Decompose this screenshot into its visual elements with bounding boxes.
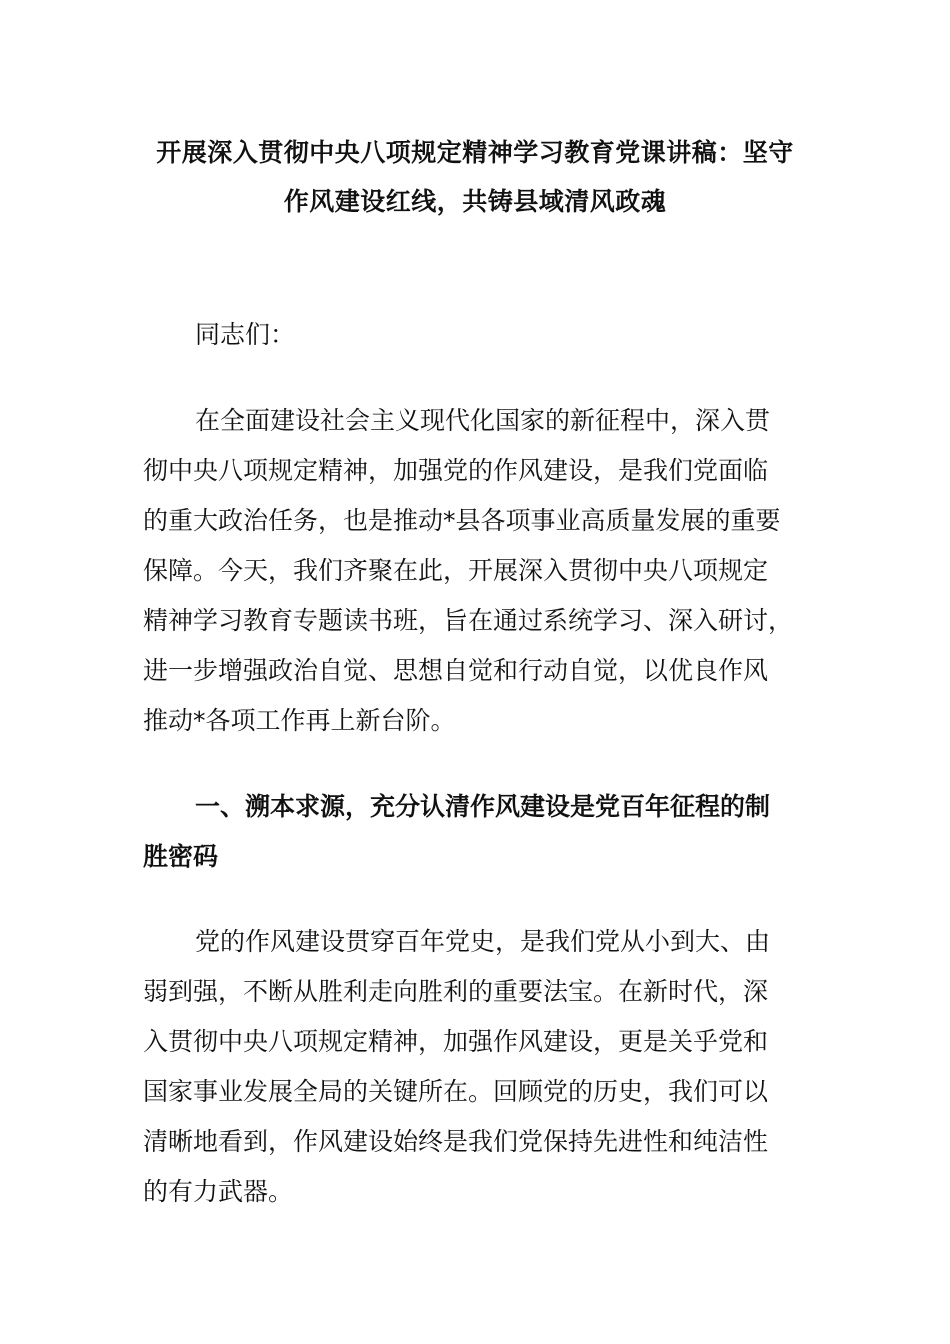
greeting [195, 310, 860, 360]
paragraph-line: 推动*各项工作再上新台阶。 [143, 706, 456, 735]
paragraph-2 [143, 917, 808, 1217]
paragraph-line: 在全面建设社会主义现代化国家的新征程中，深入贯 [195, 406, 771, 435]
paragraph-line: 彻中央八项规定精神，加强党的作风建设，是我们党面临 [143, 456, 769, 485]
title-line: 开展深入贯彻中央八项规定精神学习教育党课讲稿：坚守 [156, 138, 794, 167]
paragraph-line: 国家事业发展全局的关键所在。回顾党的历史，我们可以 [143, 1077, 769, 1106]
paragraph-line: 进一步增强政治自觉、思想自觉和行动自觉，以优良作风 [143, 656, 769, 685]
section-heading-1 [143, 782, 808, 882]
paragraph-1 [143, 396, 808, 746]
greeting-text: 同志们： [195, 320, 296, 349]
paragraph-line: 党的作风建设贯穿百年党史，是我们党从小到大、由 [195, 927, 771, 956]
heading-line: 一、溯本求源，充分认清作风建设是党百年征程的制 [195, 792, 771, 821]
paragraph-line: 入贯彻中央八项规定精神，加强作风建设，更是关乎党和 [143, 1027, 769, 1056]
paragraph-line: 的有力武器。 [143, 1177, 294, 1206]
title-line: 作风建设红线，共铸县域清风政魂 [283, 187, 667, 216]
paragraph-line: 保障。今天，我们齐聚在此，开展深入贯彻中央八项规定 [143, 556, 769, 585]
document-title [130, 128, 820, 226]
heading-line: 胜密码 [143, 842, 219, 871]
paragraph-line: 的重大政治任务，也是推动*县各项事业高质量发展的重要 [143, 506, 781, 535]
paragraph-line: 清晰地看到，作风建设始终是我们党保持先进性和纯洁性 [143, 1127, 769, 1156]
paragraph-line: 弱到强，不断从胜利走向胜利的重要法宝。在新时代，深 [143, 977, 769, 1006]
paragraph-line: 精神学习教育专题读书班，旨在通过系统学习、深入研讨， [143, 606, 794, 635]
